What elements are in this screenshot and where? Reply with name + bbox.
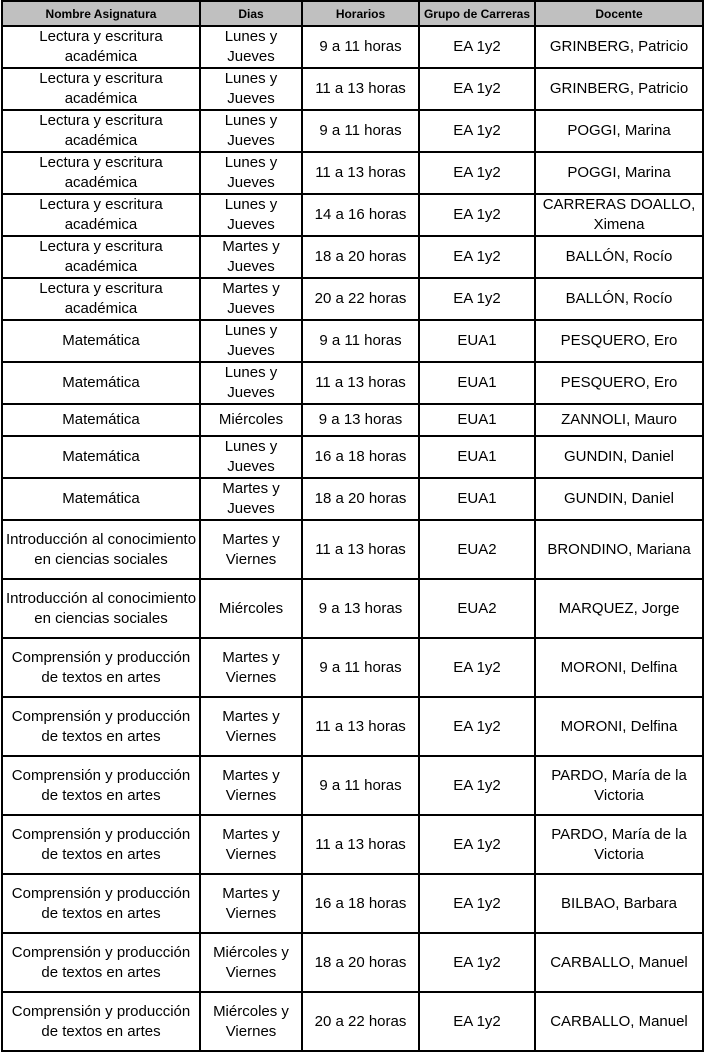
cell-docente: BALLÓN, Rocío xyxy=(535,278,703,320)
cell-dias: Lunes y Jueves xyxy=(200,26,302,68)
cell-horario: 11 a 13 horas xyxy=(302,68,419,110)
cell-asignatura: Lectura y escritura académica xyxy=(2,236,200,278)
table-row xyxy=(2,874,703,933)
cell-docente: MORONI, Delfina xyxy=(535,697,703,756)
cell-horario: 9 a 11 horas xyxy=(302,110,419,152)
table-row xyxy=(2,236,703,278)
table-row xyxy=(2,756,703,815)
cell-grupo: EA 1y2 xyxy=(419,874,535,933)
cell-horario: 20 a 22 horas xyxy=(302,278,419,320)
cell-docente: CARRERAS DOALLO, Ximena xyxy=(535,194,703,236)
cell-grupo: EA 1y2 xyxy=(419,815,535,874)
cell-docente: PESQUERO, Ero xyxy=(535,320,703,362)
cell-docente: POGGI, Marina xyxy=(535,110,703,152)
header-asignatura: Nombre Asignatura xyxy=(2,1,200,26)
cell-docente: POGGI, Marina xyxy=(535,152,703,194)
cell-horario: 9 a 11 horas xyxy=(302,638,419,697)
cell-horario: 16 a 18 horas xyxy=(302,436,419,478)
cell-horario: 11 a 13 horas xyxy=(302,520,419,579)
table-row xyxy=(2,26,703,68)
cell-dias: Lunes y Jueves xyxy=(200,320,302,362)
cell-grupo: EA 1y2 xyxy=(419,152,535,194)
cell-docente: BRONDINO, Mariana xyxy=(535,520,703,579)
table-row xyxy=(2,815,703,874)
header-dias: Dias xyxy=(200,1,302,26)
cell-asignatura: Matemática xyxy=(2,362,200,404)
cell-asignatura: Comprensión y producción de textos en artes xyxy=(2,815,200,874)
cell-docente: MORONI, Delfina xyxy=(535,638,703,697)
cell-asignatura: Introducción al conocimiento en ciencias sociales xyxy=(2,579,200,638)
cell-dias: Martes y Viernes xyxy=(200,697,302,756)
cell-horario: 11 a 13 horas xyxy=(302,362,419,404)
cell-asignatura: Comprensión y producción de textos en artes xyxy=(2,874,200,933)
table-row xyxy=(2,110,703,152)
cell-horario: 11 a 13 horas xyxy=(302,815,419,874)
cell-docente: GRINBERG, Patricio xyxy=(535,68,703,110)
cell-horario: 18 a 20 horas xyxy=(302,478,419,520)
cell-docente: PARDO, María de la Victoria xyxy=(535,756,703,815)
header-horarios: Horarios xyxy=(302,1,419,26)
cell-docente: BALLÓN, Rocío xyxy=(535,236,703,278)
table-row xyxy=(2,404,703,436)
cell-asignatura: Comprensión y producción de textos en artes xyxy=(2,697,200,756)
cell-dias: Miércoles xyxy=(200,579,302,638)
table-row xyxy=(2,638,703,697)
cell-horario: 9 a 13 horas xyxy=(302,404,419,436)
cell-asignatura: Introducción al conocimiento en ciencias sociales xyxy=(2,520,200,579)
cell-grupo: EA 1y2 xyxy=(419,68,535,110)
cell-dias: Martes y Viernes xyxy=(200,638,302,697)
table-row xyxy=(2,68,703,110)
table-row xyxy=(2,362,703,404)
cell-dias: Lunes y Jueves xyxy=(200,152,302,194)
cell-asignatura: Lectura y escritura académica xyxy=(2,194,200,236)
table-body xyxy=(2,26,703,1051)
header-grupo: Grupo de Carreras xyxy=(419,1,535,26)
cell-grupo: EA 1y2 xyxy=(419,26,535,68)
cell-horario: 18 a 20 horas xyxy=(302,236,419,278)
cell-asignatura: Comprensión y producción de textos en artes xyxy=(2,638,200,697)
cell-grupo: EUA1 xyxy=(419,320,535,362)
table-row xyxy=(2,933,703,992)
cell-grupo: EA 1y2 xyxy=(419,638,535,697)
cell-grupo: EA 1y2 xyxy=(419,110,535,152)
cell-dias: Miércoles y Viernes xyxy=(200,933,302,992)
cell-docente: GRINBERG, Patricio xyxy=(535,26,703,68)
cell-horario: 14 a 16 horas xyxy=(302,194,419,236)
cell-grupo: EUA1 xyxy=(419,436,535,478)
cell-asignatura: Lectura y escritura académica xyxy=(2,26,200,68)
cell-dias: Lunes y Jueves xyxy=(200,68,302,110)
cell-asignatura: Lectura y escritura académica xyxy=(2,68,200,110)
cell-grupo: EUA2 xyxy=(419,579,535,638)
table-row xyxy=(2,436,703,478)
table-row xyxy=(2,194,703,236)
cell-horario: 9 a 11 horas xyxy=(302,756,419,815)
cell-grupo: EA 1y2 xyxy=(419,278,535,320)
cell-horario: 18 a 20 horas xyxy=(302,933,419,992)
cell-docente: MARQUEZ, Jorge xyxy=(535,579,703,638)
cell-dias: Martes y Jueves xyxy=(200,278,302,320)
cell-grupo: EUA1 xyxy=(419,362,535,404)
cell-docente: BILBAO, Barbara xyxy=(535,874,703,933)
table-row xyxy=(2,478,703,520)
cell-horario: 11 a 13 horas xyxy=(302,697,419,756)
cell-horario: 9 a 11 horas xyxy=(302,320,419,362)
cell-dias: Lunes y Jueves xyxy=(200,362,302,404)
table-row xyxy=(2,320,703,362)
cell-docente: GUNDIN, Daniel xyxy=(535,436,703,478)
table-row xyxy=(2,992,703,1051)
cell-grupo: EA 1y2 xyxy=(419,697,535,756)
cell-asignatura: Lectura y escritura académica xyxy=(2,152,200,194)
cell-docente: PARDO, María de la Victoria xyxy=(535,815,703,874)
cell-asignatura: Comprensión y producción de textos en artes xyxy=(2,756,200,815)
cell-docente: GUNDIN, Daniel xyxy=(535,478,703,520)
cell-horario: 11 a 13 horas xyxy=(302,152,419,194)
cell-dias: Martes y Viernes xyxy=(200,815,302,874)
cell-grupo: EA 1y2 xyxy=(419,992,535,1051)
cell-asignatura: Matemática xyxy=(2,478,200,520)
cell-dias: Miércoles y Viernes xyxy=(200,992,302,1051)
cell-asignatura: Comprensión y producción de textos en artes xyxy=(2,933,200,992)
cell-dias: Martes y Jueves xyxy=(200,478,302,520)
cell-grupo: EA 1y2 xyxy=(419,236,535,278)
cell-docente: ZANNOLI, Mauro xyxy=(535,404,703,436)
cell-horario: 16 a 18 horas xyxy=(302,874,419,933)
table-row xyxy=(2,697,703,756)
table-row xyxy=(2,278,703,320)
cell-dias: Martes y Jueves xyxy=(200,236,302,278)
cell-dias: Lunes y Jueves xyxy=(200,436,302,478)
cell-asignatura: Matemática xyxy=(2,404,200,436)
cell-grupo: EA 1y2 xyxy=(419,756,535,815)
cell-asignatura: Lectura y escritura académica xyxy=(2,110,200,152)
cell-asignatura: Lectura y escritura académica xyxy=(2,278,200,320)
cell-asignatura: Matemática xyxy=(2,320,200,362)
cell-grupo: EUA1 xyxy=(419,478,535,520)
cell-asignatura: Comprensión y producción de textos en artes xyxy=(2,992,200,1051)
schedule-table xyxy=(1,0,704,1052)
cell-grupo: EA 1y2 xyxy=(419,933,535,992)
cell-horario: 9 a 13 horas xyxy=(302,579,419,638)
cell-horario: 20 a 22 horas xyxy=(302,992,419,1051)
cell-docente: PESQUERO, Ero xyxy=(535,362,703,404)
cell-docente: CARBALLO, Manuel xyxy=(535,992,703,1051)
cell-dias: Miércoles xyxy=(200,404,302,436)
cell-docente: CARBALLO, Manuel xyxy=(535,933,703,992)
table-row xyxy=(2,579,703,638)
cell-dias: Lunes y Jueves xyxy=(200,194,302,236)
header-docente: Docente xyxy=(535,1,703,26)
cell-dias: Martes y Viernes xyxy=(200,756,302,815)
cell-dias: Martes y Viernes xyxy=(200,520,302,579)
cell-grupo: EA 1y2 xyxy=(419,194,535,236)
cell-dias: Martes y Viernes xyxy=(200,874,302,933)
cell-horario: 9 a 11 horas xyxy=(302,26,419,68)
table-row xyxy=(2,152,703,194)
table-row xyxy=(2,520,703,579)
cell-grupo: EUA1 xyxy=(419,404,535,436)
cell-dias: Lunes y Jueves xyxy=(200,110,302,152)
cell-asignatura: Matemática xyxy=(2,436,200,478)
cell-grupo: EUA2 xyxy=(419,520,535,579)
table-header-row xyxy=(2,1,703,26)
